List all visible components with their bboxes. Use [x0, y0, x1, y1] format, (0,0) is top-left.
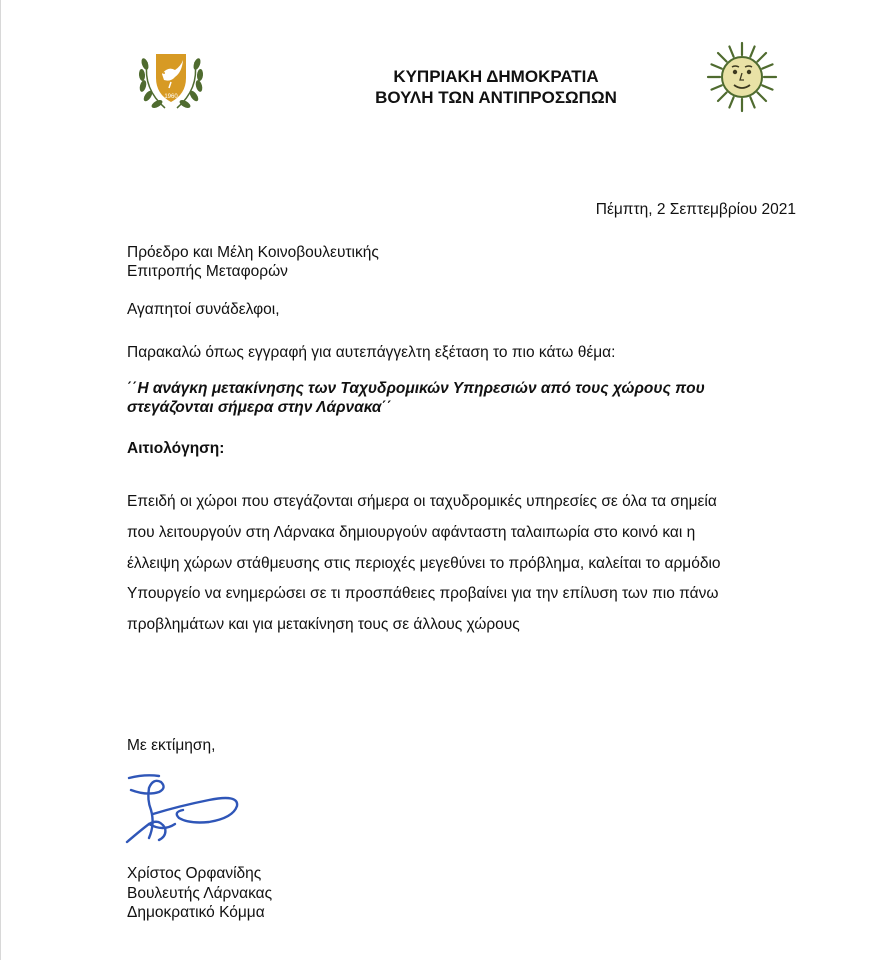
svg-text:1960: 1960	[164, 94, 178, 100]
recipient-line-2: Επιτροπής Μεταφορών	[127, 263, 288, 280]
signatory-name: Χρίστος Ορφανίδης	[127, 865, 262, 882]
signatory-party: Δημοκρατικό Κόμμα	[127, 904, 265, 921]
greeting: Αγαπητοί συνάδελφοι,	[127, 301, 280, 318]
cyprus-coat-of-arms-icon	[135, 44, 207, 114]
closing: Με εκτίμηση,	[127, 737, 216, 754]
signature-icon	[119, 766, 259, 856]
letterhead-line-1: ΚΥΠΡΙΑΚΗ ΔΗΜΟΚΡΑΤΙΑ	[393, 67, 599, 86]
recipient-line-1: Πρόεδρο και Μέλη Κοινοβουλευτικής	[127, 244, 379, 261]
body-line-3: έλλειψη χώρων στάθμευσης στις περιοχές μεγεθύνει το πρόβλημα, καλείται το αρμόδιο	[127, 554, 721, 572]
recipient	[127, 243, 379, 281]
signatory-title: Βουλευτής Λάρνακας	[127, 884, 273, 902]
body-line-5: προβλημάτων και για μετακίνηση τους σε άλλους χώρους	[127, 616, 520, 634]
body-line-2: που λειτουργούν στη Λάρνακα δημιουργούν αφάνταστη ταλαιπωρία στο κοινό και η	[127, 523, 696, 541]
subject-line-2: στεγάζονται σήμερα στην Λάρνακα΄΄	[127, 399, 392, 416]
body-line-1: Επειδή οι χώροι που στεγάζονται σήμερα οι ταχυδρομικές υπηρεσίες σε όλα τα σημεία	[127, 493, 717, 510]
request-text: Παρακαλώ όπως εγγραφή για αυτεπάγγελτη εξέταση το πιο κάτω θέμα:	[127, 344, 616, 361]
signatory-block	[127, 864, 272, 923]
subject-line-1: ΄΄Η ανάγκη μετακίνησης των Ταχυδρομικών Υπηρεσιών από τους χώρους που	[127, 380, 705, 397]
body-line-4: Υπουργείο να ενημερώσει σε τι προσπάθειες προβαίνει για την επίλυση των πιο πάνω	[127, 585, 719, 603]
rationale-heading: Αιτιολόγηση:	[127, 440, 225, 457]
body-paragraph	[127, 487, 807, 641]
subject	[127, 379, 817, 417]
letterhead	[301, 66, 691, 108]
sun-logo-icon	[705, 40, 779, 114]
letterhead-line-2: ΒΟΥΛΗ ΤΩΝ ΑΝΤΙΠΡΟΣΩΠΩΝ	[375, 88, 617, 107]
letter-date: Πέμπτη, 2 Σεπτεμβρίου 2021	[595, 201, 796, 218]
